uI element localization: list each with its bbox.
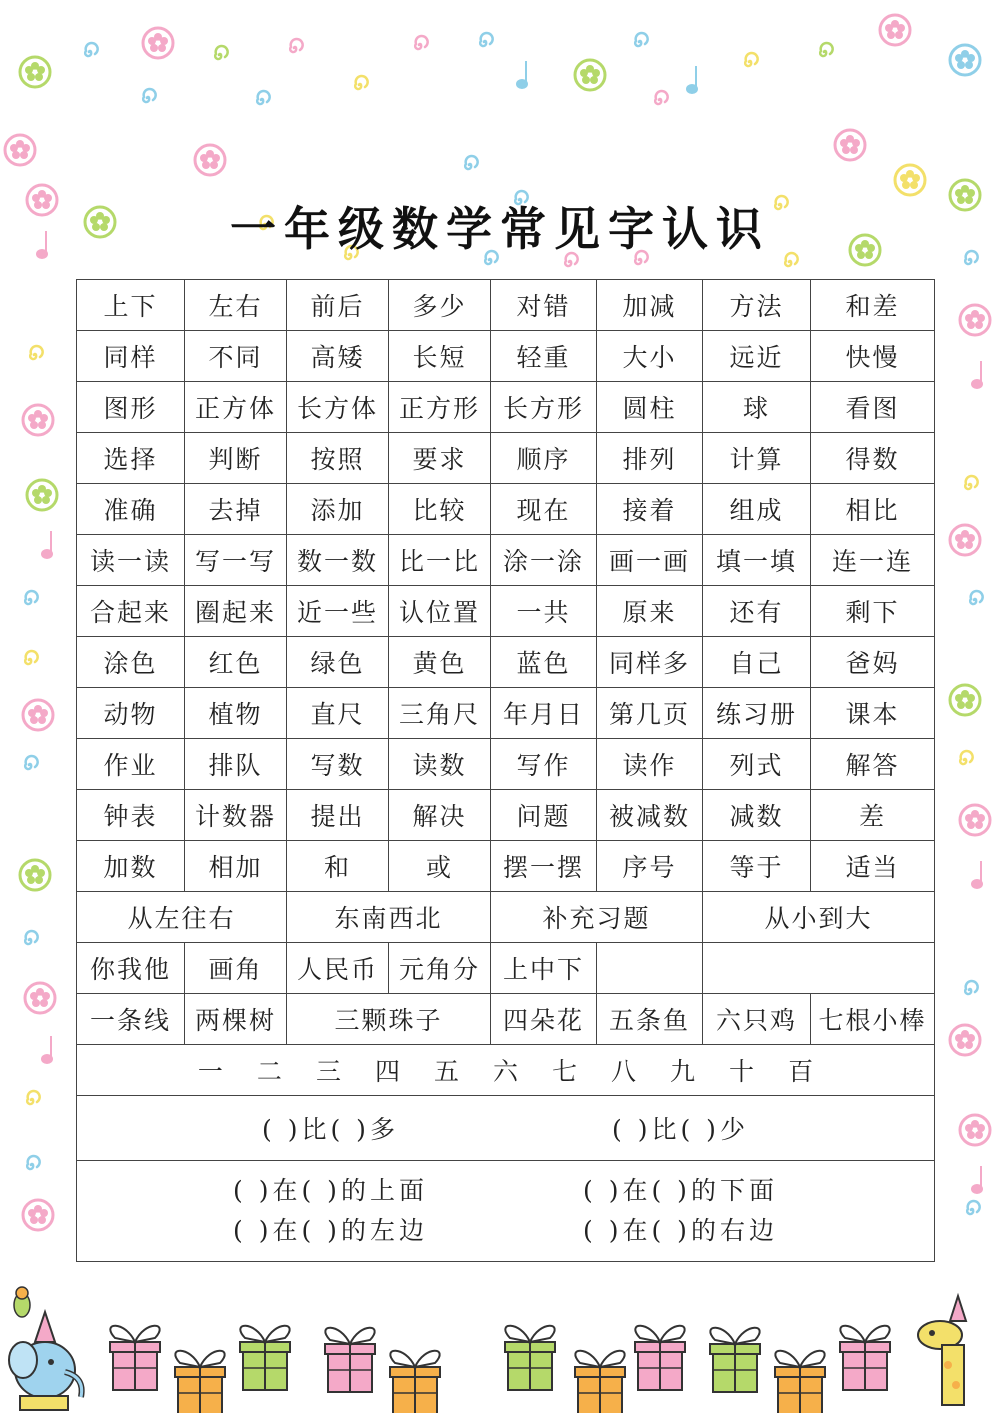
word-cell: 远近	[703, 331, 811, 382]
word-cell: 上下	[77, 280, 185, 331]
word-cell: 和差	[811, 280, 935, 331]
word-cell: 提出	[287, 790, 389, 841]
word-cell: 轻重	[491, 331, 597, 382]
table-row	[77, 433, 935, 484]
word-cell: 人民币	[287, 943, 389, 994]
table-row	[77, 1096, 935, 1161]
numeral: 八	[611, 1057, 637, 1086]
empty-cell	[597, 943, 703, 994]
word-cell: 不同	[185, 331, 287, 382]
word-cell: 顺序	[491, 433, 597, 484]
word-cell: 蓝色	[491, 637, 597, 688]
word-cell: 练习册	[703, 688, 811, 739]
table-row	[77, 688, 935, 739]
word-cell: 圈起来	[185, 586, 287, 637]
numeral: 十	[729, 1057, 755, 1086]
word-cell: 数一数	[287, 535, 389, 586]
word-cell: 读作	[597, 739, 703, 790]
word-cell: 认位置	[389, 586, 491, 637]
word-cell: 按照	[287, 433, 389, 484]
word-cell: 解决	[389, 790, 491, 841]
word-cell: 爸妈	[811, 637, 935, 688]
word-cell: 高矮	[287, 331, 389, 382]
table-row	[77, 484, 935, 535]
table-row	[77, 841, 935, 892]
table-row	[77, 637, 935, 688]
word-cell: 五条鱼	[597, 994, 703, 1045]
word-cell: 元角分	[389, 943, 491, 994]
word-cell: 比较	[389, 484, 491, 535]
word-cell: 写一写	[185, 535, 287, 586]
word-cell: 黄色	[389, 637, 491, 688]
position-phrase: ( )在( )的上面	[233, 1176, 428, 1205]
word-cell: 近一些	[287, 586, 389, 637]
word-cell: 现在	[491, 484, 597, 535]
table-row	[77, 331, 935, 382]
table-row	[77, 739, 935, 790]
word-cell: 从小到大	[703, 892, 935, 943]
word-cell: 被减数	[597, 790, 703, 841]
word-cell: 涂一涂	[491, 535, 597, 586]
word-cell: 连一连	[811, 535, 935, 586]
word-cell: 去掉	[185, 484, 287, 535]
word-cell: 还有	[703, 586, 811, 637]
numeral: 四	[374, 1057, 400, 1086]
table-row	[77, 280, 935, 331]
word-cell: 差	[811, 790, 935, 841]
numeral: 百	[788, 1057, 814, 1086]
word-cell: 问题	[491, 790, 597, 841]
word-cell: 组成	[703, 484, 811, 535]
table-row	[77, 535, 935, 586]
word-cell: 得数	[811, 433, 935, 484]
word-cell: 六只鸡	[703, 994, 811, 1045]
word-cell: 上中下	[491, 943, 597, 994]
table-row	[77, 943, 935, 994]
word-cell: 前后	[287, 280, 389, 331]
word-cell: 等于	[703, 841, 811, 892]
word-cell: 剩下	[811, 586, 935, 637]
word-cell: 加减	[597, 280, 703, 331]
word-cell: 排队	[185, 739, 287, 790]
table-row	[77, 382, 935, 433]
word-cell: 填一填	[703, 535, 811, 586]
numerals-cell	[77, 1045, 935, 1096]
table-row	[77, 994, 935, 1045]
numeral: 九	[670, 1057, 696, 1086]
word-cell: 画一画	[597, 535, 703, 586]
word-cell: 选择	[77, 433, 185, 484]
word-cell: 大小	[597, 331, 703, 382]
word-cell: 左右	[185, 280, 287, 331]
word-cell: 植物	[185, 688, 287, 739]
word-cell: 读一读	[77, 535, 185, 586]
word-cell: 绿色	[287, 637, 389, 688]
word-cell: 球	[703, 382, 811, 433]
word-cell: 比一比	[389, 535, 491, 586]
word-cell: 长方形	[491, 382, 597, 433]
table-row	[77, 586, 935, 637]
word-cell: 第几页	[597, 688, 703, 739]
position-phrase: ( )在( )的右边	[583, 1216, 778, 1245]
word-cell: 直尺	[287, 688, 389, 739]
word-cell: 合起来	[77, 586, 185, 637]
numeral: 三	[315, 1057, 341, 1086]
table-row	[77, 892, 935, 943]
table-row	[77, 1045, 935, 1096]
word-cell: 红色	[185, 637, 287, 688]
word-cell: 图形	[77, 382, 185, 433]
word-cell: 序号	[597, 841, 703, 892]
word-cell: 两棵树	[185, 994, 287, 1045]
word-cell: 东南西北	[287, 892, 491, 943]
word-cell: 长短	[389, 331, 491, 382]
word-cell: 和	[287, 841, 389, 892]
word-cell: 解答	[811, 739, 935, 790]
word-cell: 七根小棒	[811, 994, 935, 1045]
numeral: 五	[433, 1057, 459, 1086]
compare-phrase: ( )比( )少	[612, 1115, 749, 1144]
position-phrase: ( )在( )的下面	[583, 1176, 778, 1205]
word-cell: 加数	[77, 841, 185, 892]
word-cell: 相加	[185, 841, 287, 892]
word-cell: 计算	[703, 433, 811, 484]
word-cell: 准确	[77, 484, 185, 535]
word-cell: 排列	[597, 433, 703, 484]
numeral: 七	[552, 1057, 578, 1086]
word-cell: 自己	[703, 637, 811, 688]
word-cell: 涂色	[77, 637, 185, 688]
word-cell: 适当	[811, 841, 935, 892]
word-cell: 计数器	[185, 790, 287, 841]
position-phrases-cell	[77, 1161, 935, 1262]
word-cell: 列式	[703, 739, 811, 790]
word-cell: 课本	[811, 688, 935, 739]
word-cell: 补充习题	[491, 892, 703, 943]
word-cell: 同样	[77, 331, 185, 382]
word-cell: 相比	[811, 484, 935, 535]
word-cell: 一共	[491, 586, 597, 637]
vocabulary-table	[76, 279, 935, 1262]
parrot-icon	[14, 1287, 30, 1317]
word-cell: 一条线	[77, 994, 185, 1045]
word-cell: 作业	[77, 739, 185, 790]
empty-cell	[703, 943, 935, 994]
word-cell: 钟表	[77, 790, 185, 841]
word-cell: 画角	[185, 943, 287, 994]
word-cell: 看图	[811, 382, 935, 433]
word-cell: 圆柱	[597, 382, 703, 433]
numeral: 二	[256, 1057, 282, 1086]
word-cell: 长方体	[287, 382, 389, 433]
word-cell: 你我他	[77, 943, 185, 994]
table-row	[77, 1161, 935, 1262]
word-cell: 摆一摆	[491, 841, 597, 892]
word-cell: 快慢	[811, 331, 935, 382]
word-cell: 原来	[597, 586, 703, 637]
word-cell: 判断	[185, 433, 287, 484]
numeral: 一	[197, 1057, 223, 1086]
word-cell: 四朵花	[491, 994, 597, 1045]
word-cell: 动物	[77, 688, 185, 739]
word-cell: 从左往右	[77, 892, 287, 943]
compare-phrase: ( )比( )多	[262, 1115, 399, 1144]
word-cell: 写数	[287, 739, 389, 790]
word-cell: 三角尺	[389, 688, 491, 739]
word-cell: 三颗珠子	[287, 994, 491, 1045]
word-grid	[77, 280, 935, 892]
compare-phrases-cell	[77, 1096, 935, 1161]
page-title: 一年级数学常见字认识	[230, 201, 770, 256]
word-cell: 同样多	[597, 637, 703, 688]
word-cell: 对错	[491, 280, 597, 331]
word-cell: 读数	[389, 739, 491, 790]
word-cell: 接着	[597, 484, 703, 535]
word-cell: 减数	[703, 790, 811, 841]
numeral: 六	[492, 1057, 518, 1086]
elephant-icon	[9, 1312, 82, 1410]
table-row	[77, 790, 935, 841]
word-cell: 写作	[491, 739, 597, 790]
word-cell: 方法	[703, 280, 811, 331]
word-cell: 年月日	[491, 688, 597, 739]
gift-box-icons	[110, 1326, 890, 1413]
position-phrase: ( )在( )的左边	[233, 1216, 428, 1245]
word-cell: 多少	[389, 280, 491, 331]
word-cell: 正方体	[185, 382, 287, 433]
word-cell: 添加	[287, 484, 389, 535]
giraffe-icon	[918, 1296, 966, 1405]
word-cell: 或	[389, 841, 491, 892]
word-cell: 正方形	[389, 382, 491, 433]
special-rows	[77, 892, 935, 1262]
word-cell: 要求	[389, 433, 491, 484]
